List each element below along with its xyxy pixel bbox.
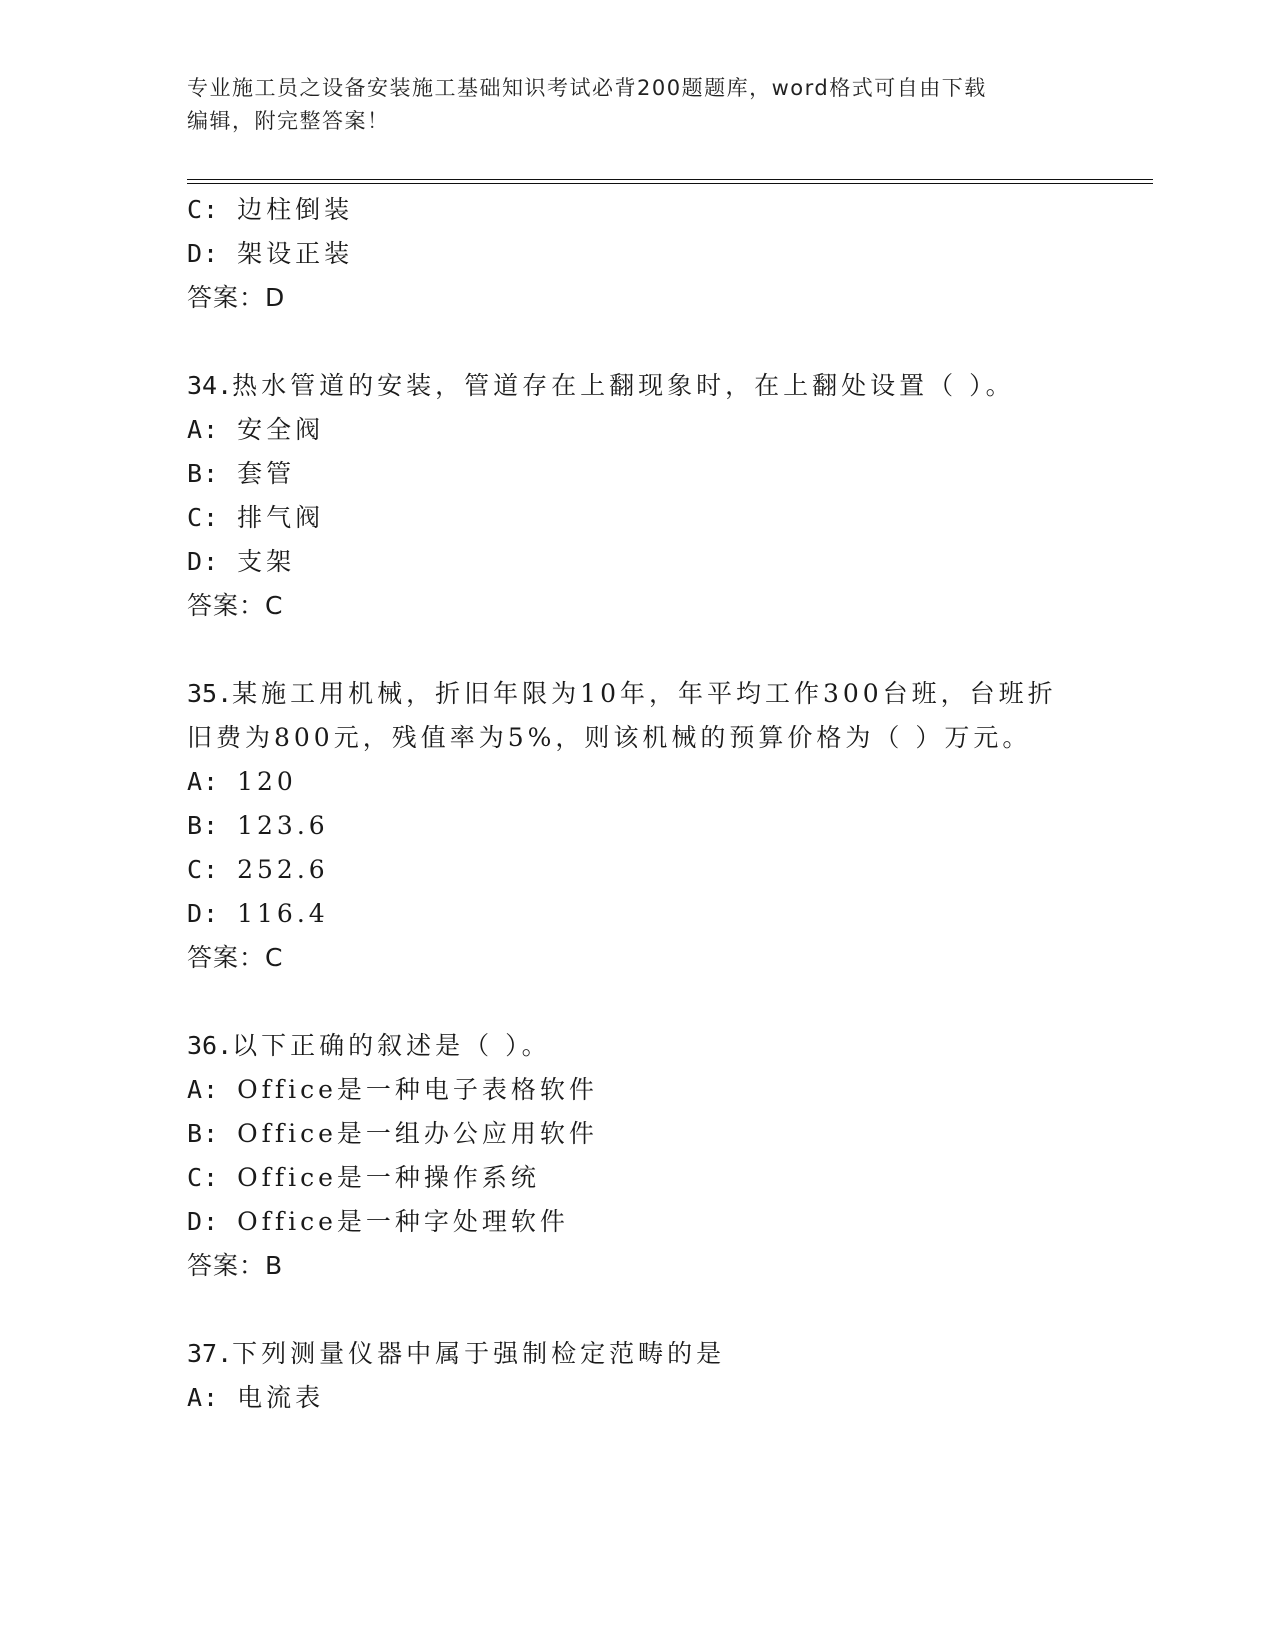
option-line [187,237,353,271]
option-label: C: [187,1163,220,1192]
question-stem [187,369,1015,403]
option-text: 123.6 [237,811,329,840]
option-line [187,809,329,843]
option-text: 252.6 [237,855,329,884]
option-label: C: [187,195,220,224]
question-stem-continued: 旧费为800元，残值率为5%，则该机械的预算价格为（ ）万元。 [187,723,1032,752]
option-label: A: [187,415,220,444]
option-line [187,853,329,887]
option-line [187,413,324,447]
option-line [187,193,353,227]
option-text: 安全阀 [237,415,325,444]
answer-line: 答案：D [187,283,286,312]
option-label: D: [187,1207,220,1236]
option-line [187,1205,569,1239]
question-text: 下列测量仪器中属于强制检定范畴的是 [232,1339,726,1368]
question-number: 35. [187,679,233,708]
option-text: Office是一种操作系统 [237,1163,540,1192]
option-label: B: [187,811,220,840]
question-stem [187,1029,551,1063]
option-line [187,1381,324,1415]
option-label: C: [187,855,220,884]
option-label: C: [187,503,220,532]
option-label: D: [187,547,220,576]
option-text: 排气阀 [237,503,325,532]
question-stem [187,1337,725,1371]
option-label: D: [187,239,220,268]
header-title-line-2: 编辑，附完整答案！ [187,109,390,133]
option-text: Office是一种电子表格软件 [237,1075,598,1104]
option-line [187,545,295,579]
option-text: 边柱倒装 [237,195,354,224]
document-header [187,72,1087,138]
answer-line: 答案：C [187,591,284,620]
option-line [187,501,324,535]
option-line [187,457,295,491]
header-divider-thick [187,183,1153,184]
option-label: A: [187,767,220,796]
question-stem [187,677,1057,711]
option-line [187,897,329,931]
option-text: 120 [237,767,297,796]
option-line [187,765,297,799]
option-line [187,1073,598,1107]
option-text: 116.4 [237,899,329,928]
answer-line: 答案：B [187,1251,284,1280]
option-text: Office是一种字处理软件 [237,1207,569,1236]
option-label: B: [187,1119,220,1148]
option-text: 套管 [237,459,296,488]
option-text: 支架 [237,547,296,576]
option-text: 电流表 [237,1383,325,1412]
header-title-line-1: 专业施工员之设备安装施工基础知识考试必背200题题库，word格式可自由下载 [187,76,987,100]
question-number: 34. [187,371,233,400]
option-line [187,1117,598,1151]
answer-line: 答案：C [187,943,284,972]
question-text: 某施工用机械，折旧年限为10年，年平均工作300台班，台班折 [232,679,1057,708]
header-divider-thin [187,179,1153,180]
question-number: 37. [187,1339,233,1368]
question-text: 热水管道的安装，管道存在上翻现象时，在上翻处设置（ ）。 [232,371,1015,400]
option-label: A: [187,1075,220,1104]
question-number: 36. [187,1031,233,1060]
option-text: 架设正装 [237,239,354,268]
option-label: D: [187,899,220,928]
option-text: Office是一组办公应用软件 [237,1119,598,1148]
question-text: 以下正确的叙述是（ ）。 [232,1031,551,1060]
option-line [187,1161,540,1195]
option-label: A: [187,1383,220,1412]
option-label: B: [187,459,220,488]
